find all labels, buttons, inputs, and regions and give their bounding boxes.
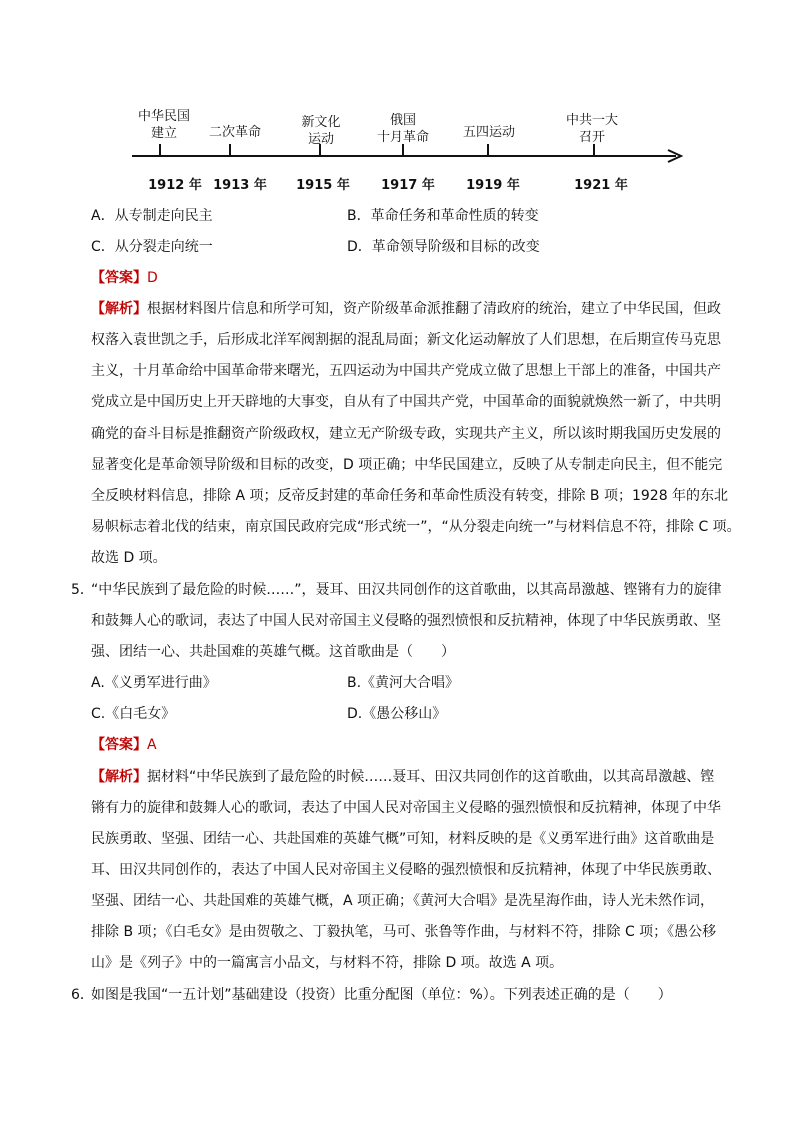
- q4-analysis-line: 易帜标志着北伐的结束，南京国民政府完成“形式统一”，“从分裂走向统一”与材料信息不符，排除 C 项。: [91, 519, 741, 535]
- event-label-1915: 新文化 运动: [301, 115, 341, 147]
- q4-analysis-line: 党成立是中国历史上开天辟地的大事变，自从有了中国共产党，中国革命的面貌就焕然一新了，中共明: [91, 394, 721, 410]
- q5-stem-line: 和鼓舞人心的歌词，表达了中国人民对帝国主义侵略的强烈愤恨和反抗精神，体现了中华民族勇敢、坚: [91, 613, 721, 629]
- q6-number: 6．: [71, 987, 94, 1003]
- q4-analysis-line: 权落入袁世凯之手，后形成北洋军阀割据的混乱局面；新文化运动解放了人们思想，在后期宣传马克思: [91, 332, 721, 348]
- q4-option-b: B．革命任务和革命性质的转变: [347, 208, 539, 224]
- q5-analysis-line: 锵有力的旋律和鼓舞人心的歌词，表达了中国人民对帝国主义侵略的强烈愤恨和反抗精神，体现了中华: [91, 800, 721, 816]
- q5-stem-line: 强、团结一心、共赴国难的英雄气概。这首歌曲是（ ）: [91, 644, 455, 660]
- year-label: 1919 年: [466, 178, 520, 193]
- event-label-1921: 中共一大 召开: [565, 113, 618, 145]
- q5-answer: 【答案】A: [91, 737, 157, 753]
- q5-analysis-line: 民族勇敢、坚强、团结一心、共赴国难的英雄气概”可知，材料反映的是《义勇军进行曲》这首歌曲是: [91, 831, 715, 847]
- q5-option-d: D.《愚公移山》: [347, 706, 447, 722]
- q5-analysis-line: 排除 B 项；《白毛女》是由贺敬之、丁毅执笔，马可、张鲁等作曲，与材料不符，排除 C 项；《愚公移: [91, 924, 717, 940]
- timeline-figure: [0, 0, 794, 200]
- year-label: 1917 年: [381, 178, 435, 193]
- year-label: 1912 年: [148, 178, 202, 193]
- event-label-1919: 五四运动: [462, 125, 515, 140]
- q5-analysis-line: 耳、田汉共同创作的，表达了中国人民对帝国主义侵略的强烈愤恨和反抗精神，体现了中华民族勇敢、: [91, 862, 721, 878]
- q4-option-c: C．从分裂走向统一: [91, 239, 213, 255]
- q4-analysis-line: 【解析】根据材料图片信息和所学可知，资产阶级革命派推翻了清政府的统治，建立了中华民国，但政: [91, 301, 721, 317]
- q5-analysis-line: 【解析】据材料“中华民族到了最危险的时候……聂耳、田汉共同创作的这首歌曲，以其高昂激越、铿: [91, 769, 715, 785]
- q4-analysis-line: 故选 D 项。: [91, 550, 167, 566]
- event-label-1917: 俄国 十月革命: [376, 113, 429, 145]
- q4-answer: 【答案】D: [91, 270, 158, 286]
- event-label-1912: 中华民国 建立: [137, 109, 190, 141]
- q5-stem-line: “中华民族到了最危险的时候……”，聂耳、田汉共同创作的这首歌曲，以其高昂激越、铿锵有力的旋律: [91, 582, 722, 598]
- q5-option-a: A.《义勇军进行曲》: [91, 675, 217, 691]
- q4-analysis-line: 全反映材料信息，排除 A 项；反帝反封建的革命任务和革命性质没有转变，排除 B 项；1928 年的东北: [91, 488, 729, 504]
- year-label: 1913 年: [213, 178, 267, 193]
- q6-stem: 如图是我国“一五计划”基础建设（投资）比重分配图（单位：%）。下列表述正确的是（ ）: [91, 987, 672, 1003]
- q4-analysis-line: 主义，十月革命给中国革命带来曙光，五四运动为中国共产党成立做了思想上干部上的准备，中国共产: [91, 363, 721, 379]
- event-label-1913: 二次革命: [208, 125, 261, 140]
- q5-option-c: C.《白毛女》: [91, 706, 176, 722]
- q4-analysis-line: 确党的奋斗目标是推翻资产阶级政权，建立无产阶级专政，实现共产主义，所以该时期我国历史发展的: [91, 426, 721, 442]
- q5-option-b: B.《黄河大合唱》: [347, 675, 460, 691]
- q4-option-d: D．革命领导阶级和目标的改变: [347, 239, 540, 255]
- q5-analysis-line: 坚强、团结一心、共赴国难的英雄气概，A 项正确；《黄河大合唱》是冼星海作曲，诗人光未然作词，: [91, 893, 715, 909]
- q4-analysis-line: 显著变化是革命领导阶级和目标的改变，D 项正确；中华民国建立，反映了从专制走向民主，但不能完: [91, 457, 723, 473]
- timeline-axis: [0, 0, 794, 200]
- q5-analysis-line: 山》是《列子》中的一篇寓言小品文，与材料不符，排除 D 项。故选 A 项。: [91, 955, 564, 971]
- year-label: 1921 年: [574, 178, 628, 193]
- year-label: 1915 年: [296, 178, 350, 193]
- q5-number: 5．: [71, 582, 94, 598]
- q4-option-a: A．从专制走向民主: [91, 208, 213, 224]
